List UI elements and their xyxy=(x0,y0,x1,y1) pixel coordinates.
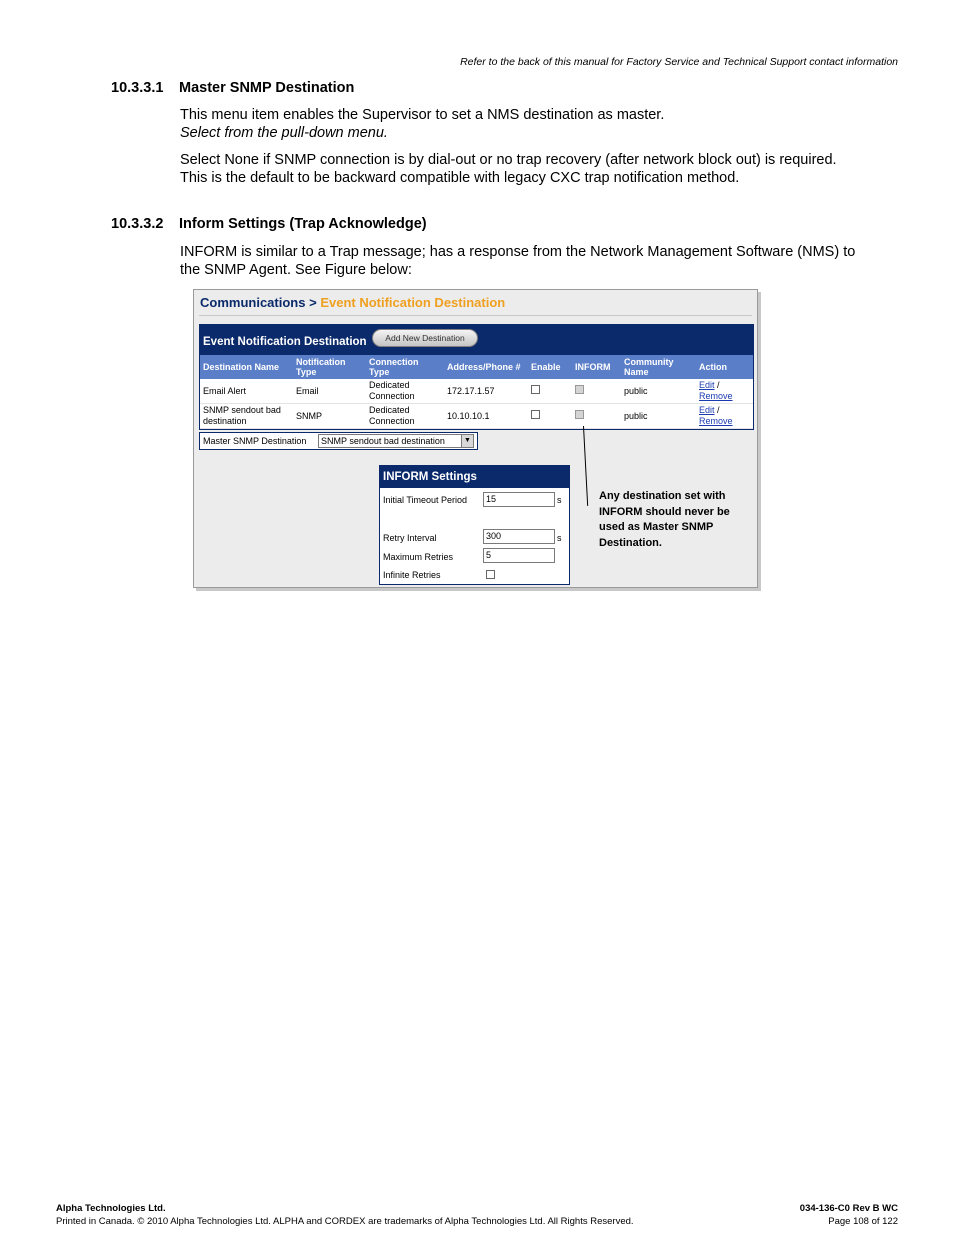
cell-community: public xyxy=(621,404,696,429)
paragraph-line: This menu item enables the Supervisor to set a NMS destination as master. xyxy=(180,107,665,123)
cell-destination-name: SNMP sendout bad destination xyxy=(200,404,293,429)
footer-company: Alpha Technologies Ltd. xyxy=(56,1203,166,1214)
initial-timeout-label: Initial Timeout Period xyxy=(383,495,468,505)
cell-connection-type: Dedicated Connection xyxy=(366,379,444,404)
breadcrumb xyxy=(200,295,505,310)
enable-checkbox[interactable] xyxy=(531,410,540,419)
cell-enable xyxy=(528,404,572,429)
callout-note: Any destination set with INFORM should never be used as Master SNMP Destination. xyxy=(599,490,730,549)
column-header: Notification Type xyxy=(293,355,366,379)
section-heading-master-snmp xyxy=(111,80,354,96)
master-snmp-select[interactable] xyxy=(318,434,474,448)
master-snmp-value: SNMP sendout bad destination xyxy=(321,436,445,446)
retry-interval-unit: s xyxy=(557,533,562,543)
section-title: Master SNMP Destination xyxy=(179,80,355,96)
inform-checkbox[interactable] xyxy=(575,385,584,394)
footer-line-2 xyxy=(56,1216,898,1227)
action-separator: / xyxy=(717,380,720,390)
footer-doc-id: 034-136-C0 Rev B WC xyxy=(799,1203,898,1214)
chevron-down-icon[interactable]: ▼ xyxy=(461,435,473,447)
paragraph-master-intro xyxy=(180,106,860,142)
cell-connection-type: Dedicated Connection xyxy=(366,404,444,429)
maximum-retries-label: Maximum Retries xyxy=(383,552,454,562)
column-header: INFORM xyxy=(572,355,621,379)
cell-destination-name: Email Alert xyxy=(200,379,293,404)
section-number: 10.3.3.1 xyxy=(111,80,164,96)
cell-action xyxy=(696,404,753,429)
cell-notification-type: Email xyxy=(293,379,366,404)
breadcrumb-current: Event Notification Destination xyxy=(320,295,506,310)
event-notification-panel xyxy=(199,324,754,430)
column-header: Connection Type xyxy=(366,355,444,379)
destination-table xyxy=(200,355,753,429)
cell-notification-type: SNMP xyxy=(293,404,366,429)
remove-link[interactable]: Remove xyxy=(699,391,733,401)
inform-settings-panel xyxy=(379,465,570,585)
paragraph-select-none: Select None if SNMP connection is by dial-out or no trap recovery (after network block out) is required. This is the default to be backward compatible with legacy CXC trap notification method. xyxy=(180,152,837,186)
remove-link[interactable]: Remove xyxy=(699,416,733,426)
paragraph-line-italic: Select from the pull-down menu. xyxy=(180,125,388,141)
enable-checkbox[interactable] xyxy=(531,385,540,394)
table-row xyxy=(200,404,753,429)
paragraph-inform-desc: INFORM is similar to a Trap message; has a response from the Network Management Software (NMS) to the SNMP Agent. See Figure below: xyxy=(180,244,856,278)
table-header-row xyxy=(200,355,753,379)
panel-title: Event Notification Destination xyxy=(203,336,367,348)
edit-link[interactable]: Edit xyxy=(699,380,715,390)
column-header: Address/Phone # xyxy=(444,355,528,379)
add-destination-button[interactable]: Add New Destination xyxy=(372,329,478,347)
cell-action xyxy=(696,379,753,404)
maximum-retries-input[interactable]: 5 xyxy=(483,548,555,563)
cell-address: 172.17.1.57 xyxy=(444,379,528,404)
inform-checkbox[interactable] xyxy=(575,410,584,419)
figure-screenshot xyxy=(193,289,758,588)
cell-inform xyxy=(572,404,621,429)
initial-timeout-unit: s xyxy=(557,495,562,505)
section-title: Inform Settings (Trap Acknowledge) xyxy=(179,216,427,232)
inform-settings-title: INFORM Settings xyxy=(380,466,569,488)
cell-community: public xyxy=(621,379,696,404)
section-heading-inform xyxy=(111,216,427,232)
master-snmp-row xyxy=(199,432,478,450)
footer-copyright: Printed in Canada. © 2010 Alpha Technologies Ltd. ALPHA and CORDEX are trademarks of Alpha Technologies Ltd. All Rights Reserved. xyxy=(56,1216,634,1227)
footer-page-number: Page 108 of 122 xyxy=(828,1216,898,1227)
column-header: Destination Name xyxy=(200,355,293,379)
retry-interval-label: Retry Interval xyxy=(383,533,437,543)
header-note: Refer to the back of this manual for Factory Service and Technical Support contact information xyxy=(460,56,898,68)
column-header: Community Name xyxy=(621,355,696,379)
column-header: Enable xyxy=(528,355,572,379)
initial-timeout-input[interactable]: 15 xyxy=(483,492,555,507)
table-row xyxy=(200,379,753,404)
action-separator: / xyxy=(717,405,720,415)
callout-pointer xyxy=(583,426,588,506)
section-number: 10.3.3.2 xyxy=(111,216,164,232)
cell-inform xyxy=(572,379,621,404)
column-header: Action xyxy=(696,355,753,379)
infinite-retries-checkbox[interactable] xyxy=(486,570,495,579)
infinite-retries-label: Infinite Retries xyxy=(383,570,441,580)
edit-link[interactable]: Edit xyxy=(699,405,715,415)
breadcrumb-root[interactable]: Communications xyxy=(200,295,306,310)
divider xyxy=(199,315,752,316)
cell-address: 10.10.10.1 xyxy=(444,404,528,429)
master-snmp-label: Master SNMP Destination xyxy=(203,436,307,446)
retry-interval-input[interactable]: 300 xyxy=(483,529,555,544)
panel-header xyxy=(200,325,753,355)
breadcrumb-separator: > xyxy=(309,295,317,310)
footer-line-1 xyxy=(56,1203,898,1214)
cell-enable xyxy=(528,379,572,404)
